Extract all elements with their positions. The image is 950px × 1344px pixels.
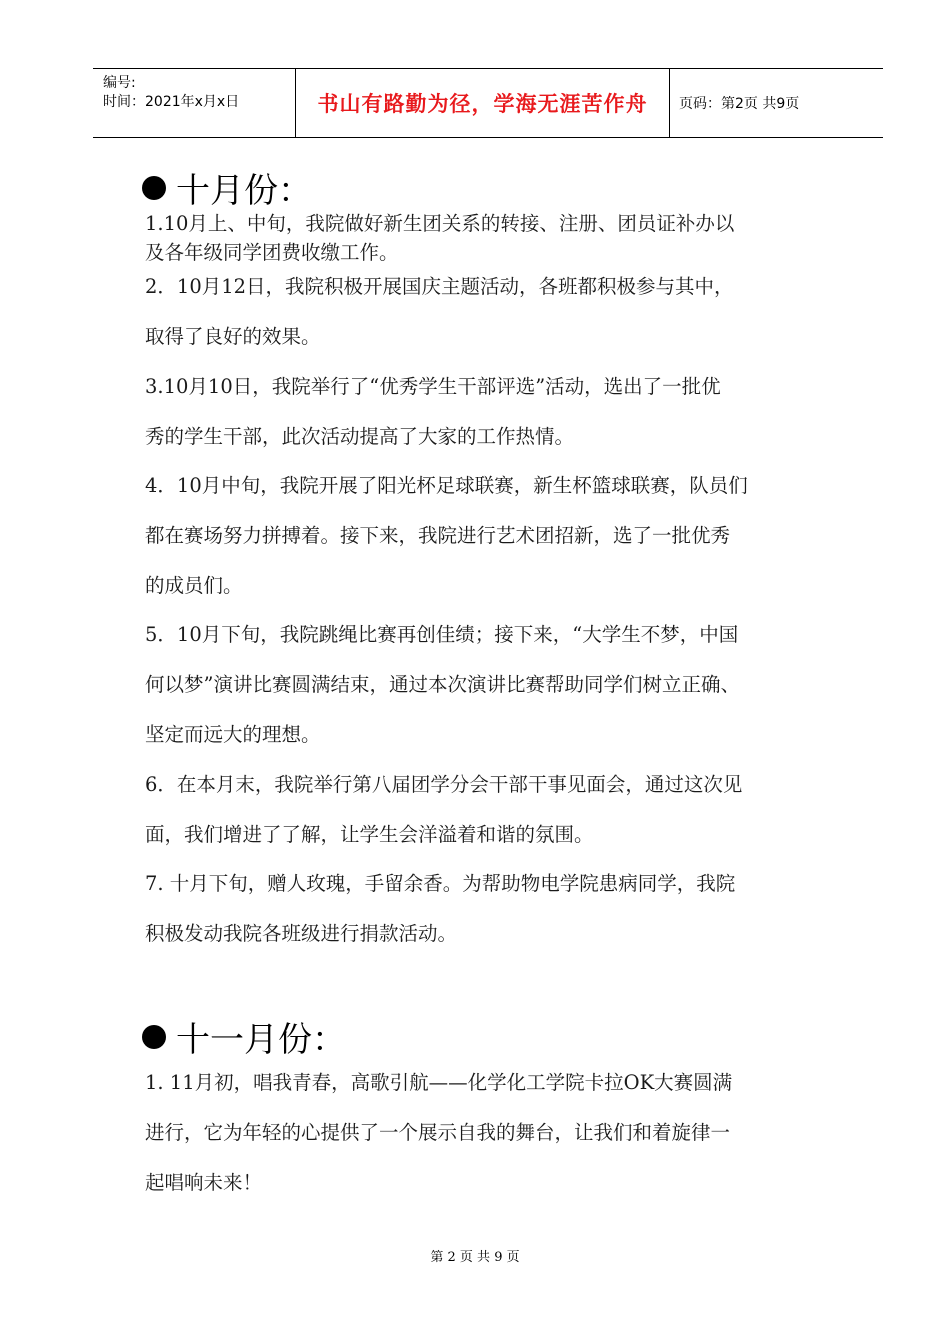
number-label: 编号: [103,75,136,91]
header-motto-cell [295,69,670,137]
section-title-text: 十月份： [176,171,312,211]
section-title-text: 十一月份： [176,1020,346,1060]
paragraph-line: 的成员们。 [145,574,243,597]
header-meta-cell [93,69,295,137]
page-header [93,68,883,138]
paragraph-line: 进行，它为年轻的心提供了一个展示自我的舞台，让我们和着旋律一 [145,1121,731,1144]
paragraph-line: 2．10月12日，我院积极开展国庆主题活动，各班都积极参与其中， [145,275,734,298]
paragraph-line: 何以梦”演讲比赛圆满结束，通过本次演讲比赛帮助同学们树立正确、 [145,673,740,696]
bullet-icon [142,176,166,200]
bullet-icon [142,1025,166,1049]
paragraph-line: 3.10月10日，我院举行了“优秀学生干部评选”活动，选出了一批优 [145,375,721,398]
section-title-november [142,1012,346,1061]
paragraph-line: 起唱响未来！ [145,1171,263,1194]
paragraph-3 [145,362,845,462]
time-label: 时间：2021年x月x日 [103,94,240,110]
paragraph-line: 7. 十月下旬，赠人玫瑰，手留余香。为帮助物电学院患病同学，我院 [145,872,736,895]
paragraph-2 [145,262,845,362]
paragraph-line: 积极发动我院各班级进行捐款活动。 [145,922,458,945]
paragraph-line: 1.10月上、中旬，我院做好新生团关系的转接、注册、团员证补办以 [145,212,735,235]
paragraph-line: 取得了良好的效果。 [145,325,321,348]
paragraph-4 [145,461,845,611]
paragraph-6 [145,760,845,860]
paragraph-5 [145,610,845,760]
paragraph-line: 1. 11月初，唱我青春，高歌引航——化学化工学院卡拉OK大赛圆满 [145,1071,733,1094]
paragraph-line: 及各年级同学团费收缴工作。 [145,241,399,264]
paragraph-line: 5．10月下旬，我院跳绳比赛再创佳绩；接下来，“大学生不梦，中国 [145,623,739,646]
paragraph-line: 坚定而远大的理想。 [145,723,321,746]
paragraph-line: 6．在本月末，我院举行第八届团学分会干部干事见面会，通过这次见 [145,773,743,796]
paragraph-line: 都在赛场努力拼搏着。接下来，我院进行艺术团招新，选了一批优秀 [145,524,731,547]
paragraph-nov-1 [145,1058,845,1208]
header-page-cell [669,69,883,137]
paragraph-line: 面，我们增进了了解，让学生会洋溢着和谐的氛围。 [145,823,594,846]
paragraph-line: 4．10月中旬，我院开展了阳光杯足球联赛，新生杯篮球联赛，队员们 [145,474,748,497]
paragraph-line: 秀的学生干部，此次活动提高了大家的工作热情。 [145,425,575,448]
page-code: 页码：第2页 共9页 [679,96,800,112]
page-footer: 第 2 页 共 9 页 [430,1250,520,1265]
section-title-october [142,163,312,212]
paragraph-7 [145,859,845,959]
motto-text: 书山有路勤为径，学海无涯苦作舟 [317,92,648,116]
paragraph-1 [145,209,845,267]
